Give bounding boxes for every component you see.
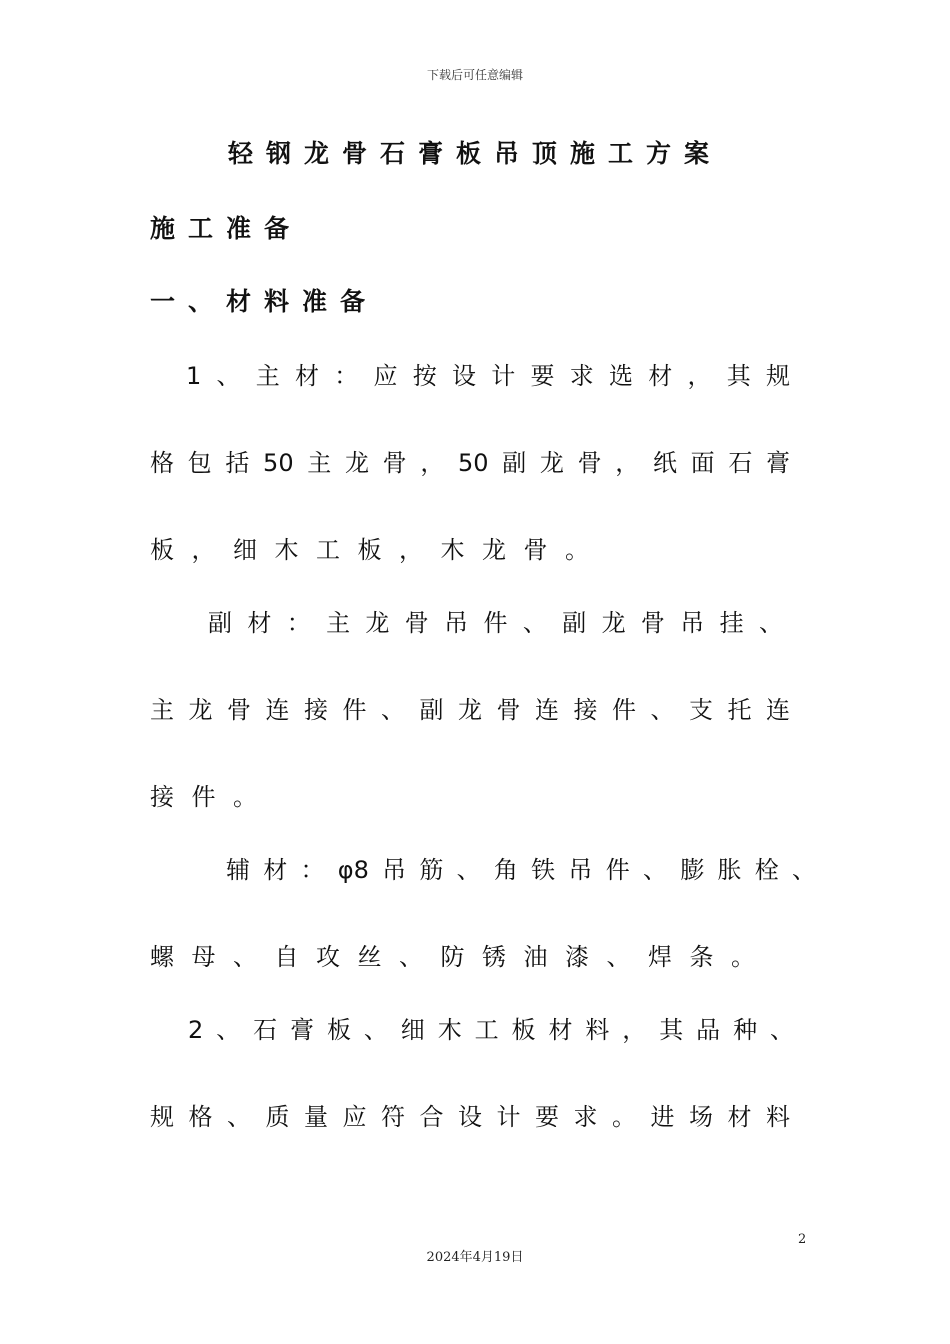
subsection-heading: 一、材料准备: [150, 287, 379, 316]
header-note: 下载后可任意编辑: [426, 68, 523, 82]
paragraph-line: 2、石膏板、细木工板材料，其品种、: [188, 1016, 794, 1044]
footer-date: 2024年4月19日: [426, 1250, 524, 1265]
paragraph-line: 副材：主龙骨吊件、副龙骨吊挂、: [208, 609, 783, 637]
paragraph-line: 1、主材：应按设计要求选材，其规: [186, 362, 790, 390]
page-number: 2: [798, 1232, 807, 1247]
paragraph-line: 板，细木工板，木龙骨。: [150, 536, 607, 564]
paragraph-line: 格包括50主龙骨，50副龙骨，纸面石膏: [150, 449, 790, 477]
paragraph-line: 规格、质量应符合设计要求。进场材料: [150, 1103, 790, 1131]
paragraph-line: 接件。: [150, 783, 275, 811]
paragraph-line: 主龙骨连接件、副龙骨连接件、支托连: [150, 696, 790, 724]
document-title: 轻钢龙骨石膏板吊顶施工方案: [227, 139, 722, 168]
paragraph-line: 螺母、自攻丝、防锈油漆、焊条。: [150, 943, 773, 971]
section-heading: 施工准备: [150, 214, 303, 243]
paragraph-line: 辅材：φ8吊筋、角铁吊件、膨胀栓、: [226, 856, 816, 884]
